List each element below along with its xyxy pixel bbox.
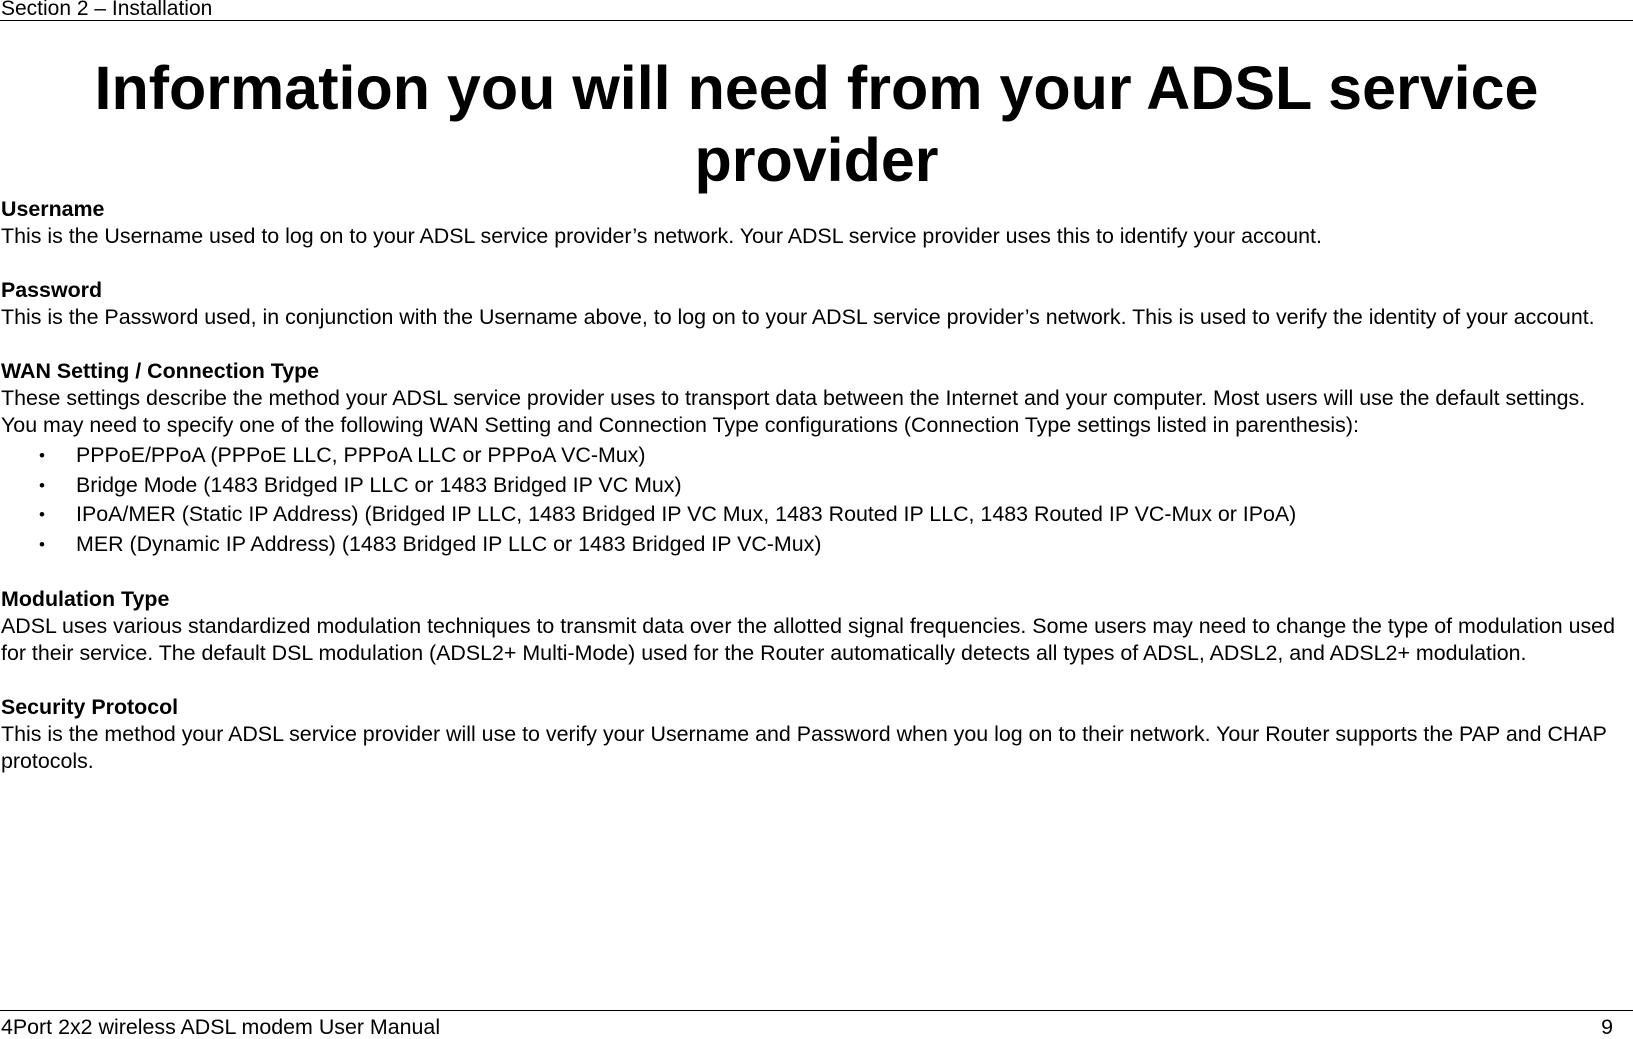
list-item [1, 441, 1626, 471]
page-footer [0, 1010, 1633, 1039]
section-wan-setting [1, 358, 1626, 559]
bullet-icon: • [39, 505, 45, 524]
manual-title: 4Port 2x2 wireless ADSL modem User Manual [1, 1015, 441, 1039]
list-item [1, 500, 1626, 530]
section-label: Section 2 – Installation [1, 0, 213, 20]
page-header [0, 0, 1633, 21]
bullet-icon: • [39, 446, 45, 465]
connection-type-list [1, 441, 1626, 559]
section-body: ADSL uses various standardized modulation techniques to transmit data over the allotted signal frequencies. Some users may need to change the type of modulation used for their service. The default DSL modulation (ADSL2+ Multi-Mode) used for the Router automatically detects all types of ADSL, ADSL2, and ADSL2+ modulation. [1, 614, 1615, 665]
section-heading: Password [1, 278, 103, 302]
section-body: This is the method your ADSL service provider will use to verify your Username and Password when you log on to their network. Your Router supports the PAP and CHAP protocols. [1, 722, 1607, 773]
section-heading: Security Protocol [1, 695, 179, 719]
section-heading: Username [1, 197, 105, 221]
section-password [1, 277, 1626, 331]
section-body: This is the Username used to log on to your ADSL service provider’s network. Your ADSL service provider uses this to identify your account. [1, 224, 1322, 248]
document-body [1, 196, 1626, 802]
section-modulation-type [1, 586, 1626, 667]
bullet-icon: • [39, 534, 45, 554]
page-number: 9 [1601, 1015, 1613, 1039]
bullet-icon: • [39, 475, 45, 495]
list-item-text: Bridge Mode (1483 Bridged IP LLC or 1483 Bridged IP VC Mux) [76, 472, 682, 497]
list-item [1, 530, 1626, 560]
list-item-text: PPPoE/PPoA (PPPoE LLC, PPPoA LLC or PPPoA VC-Mux) [76, 443, 646, 467]
section-body: These settings describe the method your ADSL service provider uses to transport data between the Internet and your computer. Most users will use the default settings. You may need to specify one of the following WAN Setting and Connection Type configurations (Connection Type settings listed in parenthesis): [1, 386, 1586, 437]
section-security-protocol [1, 694, 1626, 775]
section-username [1, 196, 1626, 250]
list-item-text: MER (Dynamic IP Address) (1483 Bridged IP LLC or 1483 Bridged IP VC-Mux) [76, 531, 822, 556]
list-item [1, 471, 1626, 501]
list-item-text: IPoA/MER (Static IP Address) (Bridged IP LLC, 1483 Bridged IP VC Mux, 1483 Routed IP LLC, 1483 Routed IP VC-Mux or IPoA) [76, 502, 1297, 526]
section-body: This is the Password used, in conjunction with the Username above, to log on to your ADSL service provider’s network. This is used to verify the identity of your account. [1, 305, 1595, 329]
section-heading: Modulation Type [1, 587, 170, 611]
page-title: Information you will need from your ADSL service provider [94, 54, 1539, 194]
section-heading: WAN Setting / Connection Type [1, 359, 320, 383]
